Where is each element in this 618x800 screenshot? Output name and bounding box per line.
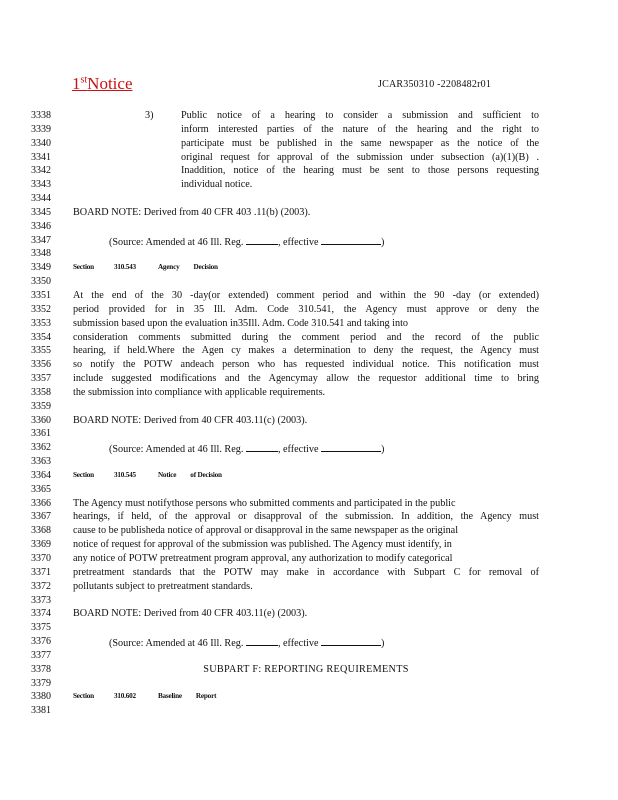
section-label: Section — [73, 692, 94, 701]
line-row — [0, 566, 618, 580]
line-row — [0, 234, 618, 248]
line-row — [0, 358, 618, 372]
line-number: 3344 — [31, 193, 51, 205]
line-row — [0, 621, 618, 635]
paragraph-line: include suggested modifications and the Agencymay allow the requestor additional time to bring — [73, 373, 539, 385]
line-row — [0, 704, 618, 718]
line-number: 3345 — [31, 206, 51, 218]
board-note: BOARD NOTE: Derived from 40 CFR 403.11(c) (2003). — [73, 414, 308, 426]
source-middle: , effective — [277, 236, 319, 248]
effective-blank — [321, 234, 381, 245]
line-row — [0, 441, 618, 455]
notice-label — [72, 74, 145, 94]
line-row — [0, 497, 618, 511]
reg-blank — [246, 441, 278, 452]
section-title-a: Notice — [157, 470, 177, 479]
section-number: 310.602 — [113, 692, 136, 701]
source-suffix: ) — [381, 236, 385, 248]
line-number: 3380 — [31, 691, 51, 703]
paragraph-line: so notify the POTW andeach person who has requested individual notice. This notification must — [73, 359, 539, 371]
notice-word: Notice — [87, 74, 133, 93]
line-number: 3364 — [31, 469, 51, 481]
paragraph-line: pollutants subject to pretreatment standards. — [73, 580, 253, 592]
line-number: 3374 — [31, 608, 51, 620]
paragraph-line: pretreatment standards that the POTW may make in accordance with Subpart C for removal of — [73, 566, 539, 578]
paragraph-line: At the end of the 30 -day(or extended) comment period and within the 90 -day (or extended) — [73, 289, 539, 301]
board-note: BOARD NOTE: Derived from 40 CFR 403 .11(b) (2003). — [73, 206, 311, 218]
line-number: 3371 — [31, 566, 51, 578]
source-prefix: (Source: Amended at 46 Ill. Reg. — [109, 236, 244, 248]
source-middle: , effective — [277, 638, 319, 650]
reg-blank — [246, 635, 278, 646]
section-number: 310.543 — [113, 263, 136, 272]
section-label: Section — [73, 263, 94, 272]
page-header — [72, 74, 572, 96]
line-row — [0, 192, 618, 206]
line-number: 3355 — [31, 345, 51, 357]
line-number: 3349 — [31, 262, 51, 274]
paragraph-line: submission based upon the evaluation in35Ill. Adm. Code 310.541 and taking into — [73, 317, 409, 329]
document-id: JCAR350310 -2208482r01 — [378, 79, 492, 90]
line-row — [0, 220, 618, 234]
effective-blank — [321, 635, 381, 646]
source-prefix: (Source: Amended at 46 Ill. Reg. — [109, 638, 244, 650]
line-row — [0, 317, 618, 331]
line-row — [0, 386, 618, 400]
line-row — [0, 677, 618, 691]
paragraph-line: any notice of POTW pretreatment program approval, any authorization to modify categorical — [73, 553, 453, 564]
line-row — [0, 178, 618, 192]
line-number: 3365 — [31, 483, 51, 495]
numbered-lines — [0, 109, 618, 718]
line-number: 3356 — [31, 359, 51, 371]
line-number: 3338 — [31, 110, 51, 121]
line-number: 3359 — [31, 400, 51, 412]
item-text-line: participate must be published in the same newspaper as the notice of the — [181, 137, 539, 149]
line-row — [0, 372, 618, 386]
line-number: 3368 — [31, 525, 51, 537]
line-row — [0, 635, 618, 649]
line-row — [0, 483, 618, 497]
section-number: 310.545 — [113, 470, 136, 479]
line-number: 3379 — [31, 677, 51, 689]
line-number: 3339 — [31, 123, 51, 135]
line-number: 3353 — [31, 317, 51, 329]
line-row — [0, 123, 618, 137]
line-row — [0, 151, 618, 165]
section-heading — [73, 261, 539, 275]
line-row — [0, 164, 618, 178]
line-row — [0, 109, 618, 123]
line-number: 3341 — [31, 151, 51, 163]
line-row — [0, 510, 618, 524]
line-number: 3381 — [31, 705, 51, 717]
line-row — [0, 414, 618, 428]
paragraph-line: The Agency must notifythose persons who submitted comments and participated in the public — [73, 497, 456, 509]
subpart-heading: SUBPART F: REPORTING REQUIREMENTS — [203, 663, 409, 675]
line-number: 3360 — [31, 414, 51, 426]
line-row — [0, 649, 618, 663]
source-suffix: ) — [381, 444, 385, 456]
line-number: 3375 — [31, 622, 51, 634]
line-row — [0, 427, 618, 441]
line-number: 3367 — [31, 511, 51, 523]
section-label: Section — [73, 470, 94, 479]
source-suffix: ) — [381, 638, 385, 650]
line-row — [0, 331, 618, 345]
line-row — [0, 594, 618, 608]
line-row — [0, 607, 618, 621]
paragraph-line: the submission into compliance with applicable requirements. — [73, 386, 326, 398]
line-number: 3351 — [31, 289, 51, 301]
line-row — [0, 663, 618, 677]
line-number: 3370 — [31, 553, 51, 564]
line-number: 3343 — [31, 179, 51, 191]
line-number: 3376 — [31, 636, 51, 648]
line-number: 3372 — [31, 580, 51, 592]
line-number: 3362 — [31, 442, 51, 454]
line-row — [0, 275, 618, 289]
section-title-b: Decision — [193, 263, 218, 272]
line-number: 3348 — [31, 248, 51, 260]
line-number: 3354 — [31, 331, 51, 343]
line-number: 3378 — [31, 663, 51, 675]
line-row — [0, 400, 618, 414]
line-row — [0, 469, 618, 483]
item-text-line: original request for approval of the submission under subsection (a)(1)(B) . — [181, 151, 539, 163]
paragraph-line: period provided for in 35 Ill. Adm. Code 310.541, the Agency must approve or deny the — [73, 303, 539, 315]
line-number: 3346 — [31, 220, 51, 232]
source-middle: , effective — [277, 444, 319, 456]
line-number: 3363 — [31, 456, 51, 468]
line-row — [0, 580, 618, 594]
section-heading — [73, 469, 539, 483]
item-text-line: Public notice of a hearing to consider a submission and sufficient to — [181, 110, 539, 121]
section-heading — [73, 690, 539, 704]
item-text-line: Inaddition, notice of the hearing must be sent to those persons requesting — [181, 165, 539, 177]
line-number: 3358 — [31, 386, 51, 398]
line-row — [0, 137, 618, 151]
line-row — [0, 206, 618, 220]
line-row — [0, 538, 618, 552]
line-row — [0, 303, 618, 317]
line-row — [0, 261, 618, 275]
line-row — [0, 455, 618, 469]
notice-number: 1 — [72, 74, 81, 93]
notice-suffix: st — [80, 74, 88, 86]
section-title-b: Report — [195, 692, 217, 701]
line-row — [0, 289, 618, 303]
line-number: 3373 — [31, 594, 51, 606]
line-number: 3347 — [31, 234, 51, 246]
line-row — [0, 690, 618, 704]
item-text-line: inform interested parties of the nature of the hearing and the right to — [181, 123, 539, 135]
item-text-line: individual notice. — [181, 179, 253, 191]
paragraph-line: notice of request for approval of the submission was published. The Agency must identify, in — [73, 539, 452, 551]
line-row — [0, 524, 618, 538]
line-number: 3352 — [31, 303, 51, 315]
line-number: 3377 — [31, 649, 51, 661]
item-number: 3) — [145, 110, 154, 121]
line-number: 3342 — [31, 165, 51, 177]
line-number: 3340 — [31, 137, 51, 149]
section-title-b: of Decision — [190, 470, 222, 479]
paragraph-line: consideration comments submitted during the comment period and the record of the public — [73, 331, 539, 343]
line-row — [0, 344, 618, 358]
source-prefix: (Source: Amended at 46 Ill. Reg. — [109, 444, 244, 456]
board-note: BOARD NOTE: Derived from 40 CFR 403.11(e) (2003). — [73, 608, 308, 620]
paragraph-line: hearings, if held, of the approval or disapproval of the submission. In addition, the Agency must — [73, 511, 539, 523]
section-title-a: Baseline — [157, 692, 182, 701]
paragraph-line: hearing, if held.Where the Agen cy makes a determination to deny the request, the Agency must — [73, 345, 539, 357]
line-number: 3350 — [31, 276, 51, 288]
line-number: 3357 — [31, 373, 51, 385]
line-row — [0, 247, 618, 261]
line-row — [0, 552, 618, 566]
paragraph-line: cause to be publisheda notice of approval or disapproval in the same newspaper as the original — [73, 525, 459, 537]
line-number: 3369 — [31, 539, 51, 551]
line-number: 3366 — [31, 497, 51, 509]
reg-blank — [246, 234, 278, 245]
line-number: 3361 — [31, 428, 51, 440]
section-title-a: Agency — [157, 263, 180, 272]
effective-blank — [321, 441, 381, 452]
